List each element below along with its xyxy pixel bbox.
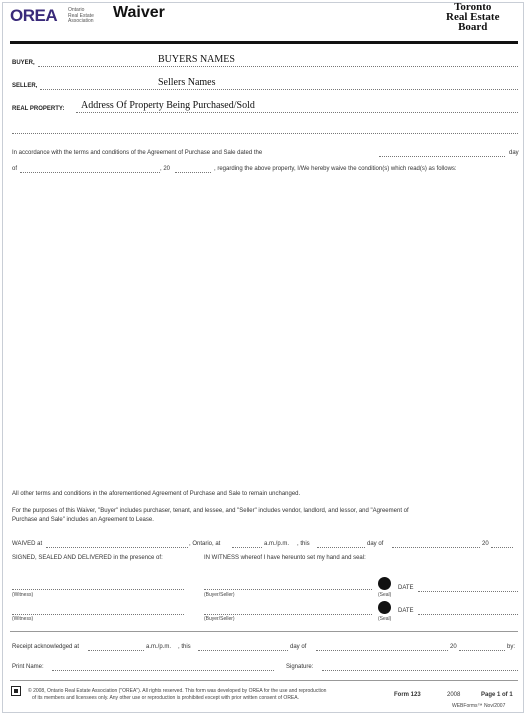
print-name-label: Print Name: bbox=[12, 664, 44, 670]
page-number: Page 1 of 1 bbox=[481, 692, 513, 698]
buyer-seller-label-1: (Buyer/Seller) bbox=[204, 592, 235, 598]
seal-label-2: (Seal) bbox=[378, 616, 392, 622]
receipt-day-line[interactable] bbox=[198, 650, 288, 651]
intro-text-1: In accordance with the terms and conditions of the Agreement of Purchase and Sale dated the bbox=[12, 150, 263, 156]
receipt-label: Receipt acknowledged at bbox=[12, 644, 80, 650]
waived-20: 20 bbox=[482, 541, 489, 547]
property-line bbox=[76, 112, 518, 113]
definitions-text-2: Purchase and Sale" includes an Agreement to Lease. bbox=[12, 517, 154, 523]
webforms-label: WEBForms™ Nov/2007 bbox=[452, 703, 506, 709]
receipt-month-line[interactable] bbox=[316, 650, 448, 651]
orea-logo: OREA bbox=[10, 6, 58, 25]
intro-20: , 20 bbox=[160, 166, 171, 172]
intro-day: day bbox=[509, 150, 519, 156]
receipt-by: by: bbox=[507, 644, 516, 650]
signature-line[interactable] bbox=[322, 670, 518, 671]
property-field[interactable]: Address Of Property Being Purchased/Sold bbox=[81, 100, 255, 111]
receipt-this: , this bbox=[178, 644, 191, 650]
agreement-date-line[interactable] bbox=[379, 156, 505, 157]
receipt-ampm: a.m./p.m. bbox=[146, 644, 172, 650]
seller-line bbox=[40, 89, 518, 90]
date-label-1: DATE bbox=[398, 585, 414, 591]
witness-label-1: (Witness) bbox=[12, 592, 34, 598]
buyer-seller-line-2[interactable] bbox=[204, 614, 372, 615]
waived-at-label: WAIVED at bbox=[12, 541, 43, 547]
form-number: Form 123 bbox=[394, 692, 421, 698]
receipt-time-line[interactable] bbox=[88, 650, 144, 651]
waived-day-line[interactable] bbox=[317, 547, 365, 548]
buyer-seller-line-1[interactable] bbox=[204, 589, 372, 590]
seal-dot-2 bbox=[378, 601, 391, 614]
definitions-text-1: For the purposes of this Waiver, "Buyer" includes purchaser, tenant, and lessee, and "Seller" includes vendor, landlord, and lessor, and "Agreement of bbox=[12, 508, 409, 514]
seller-field[interactable]: Sellers Names bbox=[158, 77, 216, 88]
witness-label-2: (Witness) bbox=[12, 616, 34, 622]
waived-month-line[interactable] bbox=[392, 547, 480, 548]
buyer-field[interactable]: BUYERS NAMES bbox=[158, 54, 235, 65]
seal-label-1: (Seal) bbox=[378, 592, 392, 598]
realtor-logo-icon bbox=[11, 686, 21, 696]
waived-place-line[interactable] bbox=[46, 547, 188, 548]
intro-of: of bbox=[12, 166, 18, 172]
buyer-line bbox=[38, 66, 518, 67]
buyer-label: BUYER, bbox=[12, 60, 35, 66]
receipt-year-line[interactable] bbox=[459, 650, 505, 651]
buyer-seller-label-2: (Buyer/Seller) bbox=[204, 616, 235, 622]
remain-unchanged-text: All other terms and conditions in the aforementioned Agreement of Purchase and Sale to remain unchanged. bbox=[12, 491, 301, 497]
form-title: Waiver bbox=[113, 4, 165, 21]
property-line-2[interactable] bbox=[12, 133, 518, 134]
waived-day-of: day of bbox=[367, 541, 384, 547]
seller-label: SELLER, bbox=[12, 83, 38, 89]
date-line-2[interactable] bbox=[418, 614, 518, 615]
orea-logo-subtitle: Ontario Real Estate Association bbox=[68, 7, 94, 24]
header-rule bbox=[10, 41, 518, 44]
waived-ampm: a.m./p.m. bbox=[264, 541, 290, 547]
property-label: REAL PROPERTY: bbox=[12, 106, 65, 112]
agreement-month-line[interactable] bbox=[20, 172, 160, 173]
print-name-line[interactable] bbox=[52, 670, 274, 671]
copyright-text-1: © 2008, Ontario Real Estate Association ("OREA"). All rights reserved. This form was developed by OREA for the use and reproduction bbox=[28, 688, 327, 694]
waived-year-line[interactable] bbox=[491, 547, 513, 548]
seal-dot-1 bbox=[378, 577, 391, 590]
ontario-at-label: , Ontario, at bbox=[189, 541, 221, 547]
conditions-area[interactable] bbox=[12, 182, 518, 482]
agreement-year-line[interactable] bbox=[175, 172, 211, 173]
toronto-real-estate-board-logo: Toronto Real Estate Board bbox=[446, 1, 500, 33]
receipt-20: 20 bbox=[450, 644, 457, 650]
waived-this: , this bbox=[297, 541, 310, 547]
form-year: 2008 bbox=[447, 692, 461, 698]
witness-line-2[interactable] bbox=[12, 614, 184, 615]
date-label-2: DATE bbox=[398, 608, 414, 614]
copyright-text-2: of its members and licensees only. Any other use or reproduction is prohibited except with prior written consent of OREA. bbox=[32, 695, 299, 701]
waived-time-line[interactable] bbox=[232, 547, 262, 548]
receipt-divider bbox=[10, 631, 518, 632]
receipt-day-of: day of bbox=[290, 644, 307, 650]
footer-divider bbox=[10, 680, 518, 681]
date-line-1[interactable] bbox=[418, 591, 518, 592]
signature-label: Signature: bbox=[286, 664, 314, 670]
intro-text-2: , regarding the above property, I/We hereby waive the condition(s) which read(s) as follows: bbox=[214, 166, 457, 172]
signed-in-presence-text: SIGNED, SEALED AND DELIVERED in the presence of: bbox=[12, 555, 163, 561]
in-witness-text: IN WITNESS whereof I have hereunto set my hand and seal: bbox=[204, 555, 366, 561]
witness-line-1[interactable] bbox=[12, 589, 184, 590]
